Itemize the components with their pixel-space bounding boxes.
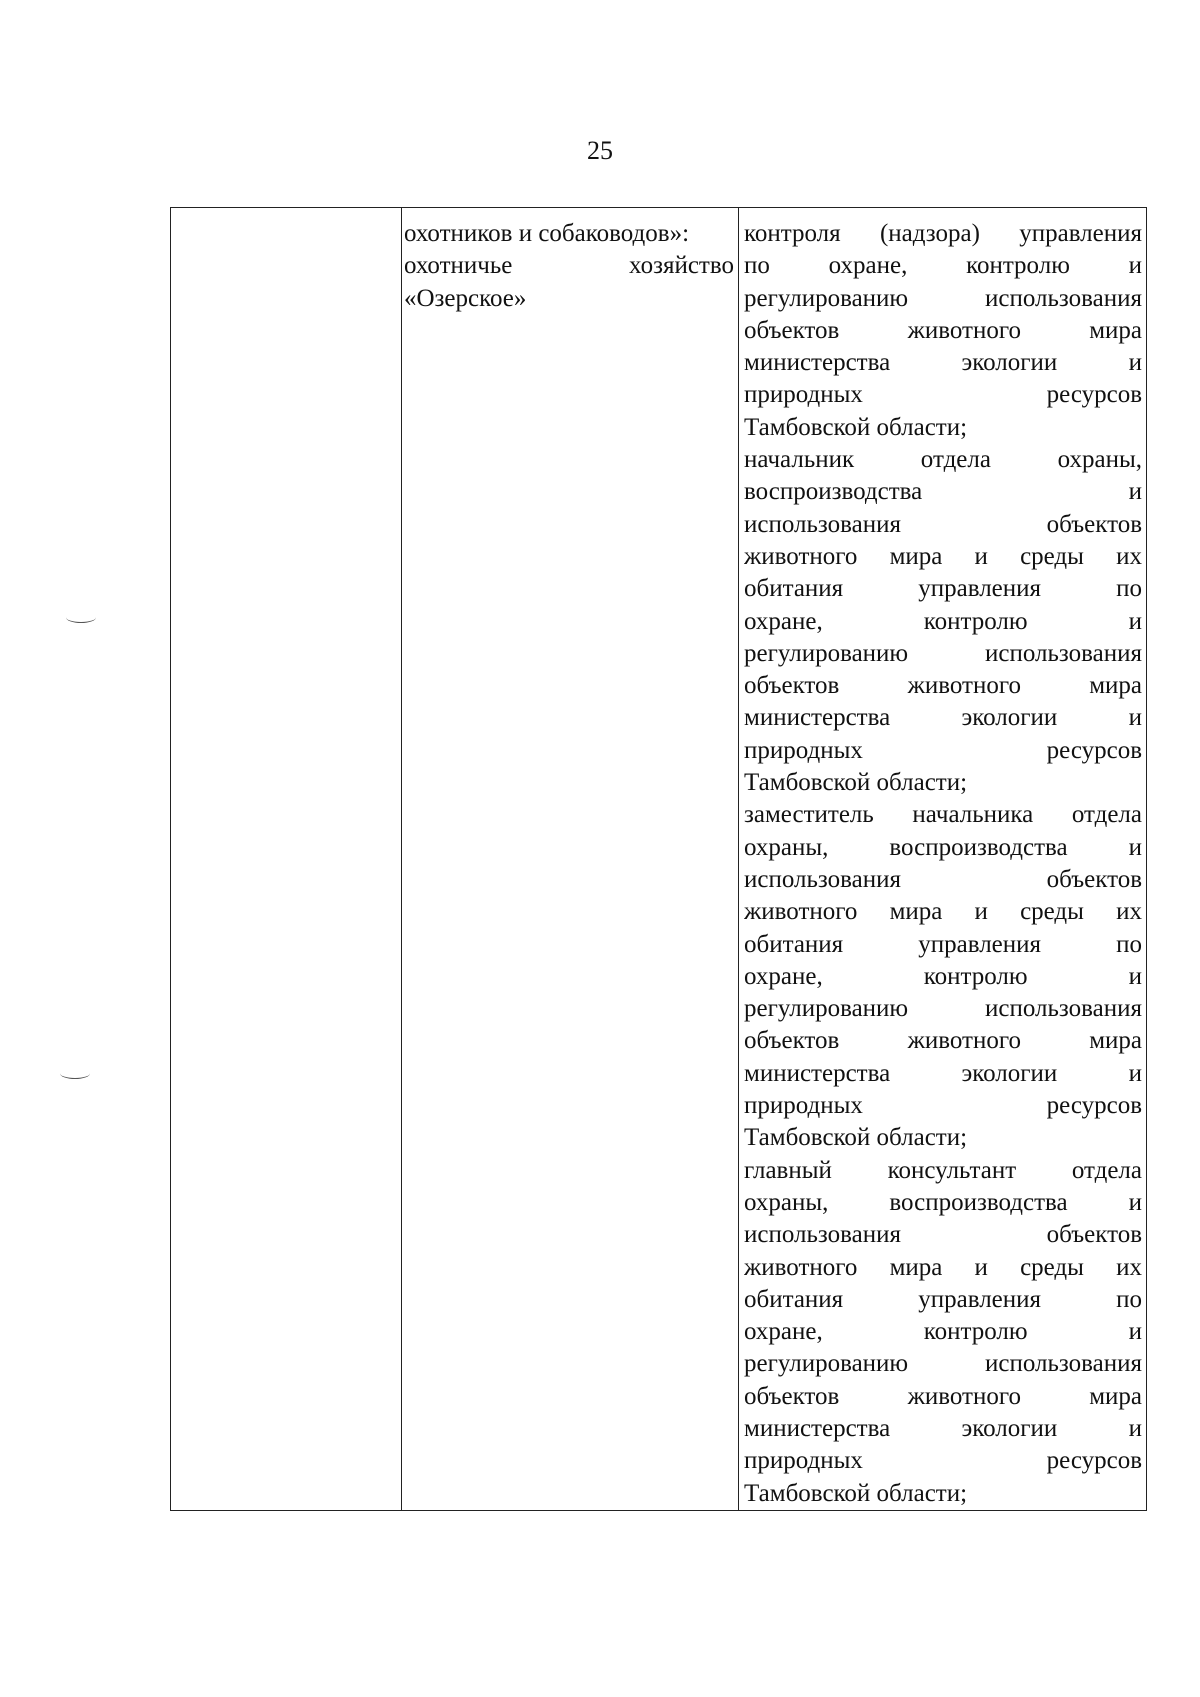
text-line: природных ресурсов <box>744 1447 1142 1475</box>
text-line: Тамбовской области; <box>744 1479 968 1507</box>
scan-mark <box>60 1068 90 1079</box>
text-line: Тамбовской области; <box>744 413 968 441</box>
text-line: охране, контролю и <box>744 607 1142 635</box>
text-line: объектов животного мира <box>744 316 1142 344</box>
text-line: природных ресурсов <box>744 1092 1142 1120</box>
organization-text <box>404 218 734 315</box>
text-line: охраны, воспроизводства и <box>744 833 1142 861</box>
table-cell-officials <box>739 208 1147 1511</box>
text-line: Тамбовской области; <box>744 769 968 797</box>
text-line: охране, контролю и <box>744 962 1142 990</box>
text-line: министерства экологии и <box>744 704 1142 732</box>
text-line: охотничье хозяйство <box>404 252 734 280</box>
text-line: начальник отдела охраны, <box>744 446 1142 474</box>
table-cell-empty <box>171 208 402 1511</box>
text-line: объектов животного мира <box>744 672 1142 700</box>
text-line: природных ресурсов <box>744 736 1142 764</box>
text-line: главный консультант отдела <box>744 1156 1142 1184</box>
text-line: животного мира и среды их <box>744 542 1142 570</box>
table-cell-organization <box>402 208 739 1511</box>
text-line: заместитель начальника отдела <box>744 801 1142 829</box>
text-line: использования объектов <box>744 1221 1142 1249</box>
text-line: охраны, воспроизводства и <box>744 1188 1142 1216</box>
text-line: животного мира и среды их <box>744 1253 1142 1281</box>
text-line: охране, контролю и <box>744 1318 1142 1346</box>
text-line: использования объектов <box>744 865 1142 893</box>
text-line: Тамбовской области; <box>744 1124 968 1152</box>
text-line: обитания управления по <box>744 1285 1142 1313</box>
page-number: 25 <box>587 136 613 165</box>
text-line: животного мира и среды их <box>744 898 1142 926</box>
text-line: обитания управления по <box>744 930 1142 958</box>
text-line: воспроизводства и <box>744 478 1142 506</box>
text-line: регулированию использования <box>744 1350 1142 1378</box>
text-line: по охране, контролю и <box>744 252 1142 280</box>
text-line: использования объектов <box>744 510 1142 538</box>
text-line: обитания управления по <box>744 575 1142 603</box>
scan-mark <box>66 612 96 623</box>
officials-text <box>744 218 1142 1510</box>
text-line: регулированию использования <box>744 639 1142 667</box>
text-line: охотников и собаководов»: <box>404 220 690 247</box>
table-row <box>171 208 1147 1511</box>
text-line: природных ресурсов <box>744 381 1142 409</box>
text-line: министерства экологии и <box>744 1059 1142 1087</box>
text-line: регулированию использования <box>744 284 1142 312</box>
text-line: контроля (надзора) управления <box>744 220 1142 247</box>
text-line: объектов животного мира <box>744 1382 1142 1410</box>
text-line: «Озерское» <box>404 284 527 312</box>
text-line: министерства экологии и <box>744 349 1142 377</box>
text-line: регулированию использования <box>744 995 1142 1023</box>
text-line: министерства экологии и <box>744 1414 1142 1442</box>
text-line: объектов животного мира <box>744 1027 1142 1055</box>
document-table <box>170 207 1147 1511</box>
